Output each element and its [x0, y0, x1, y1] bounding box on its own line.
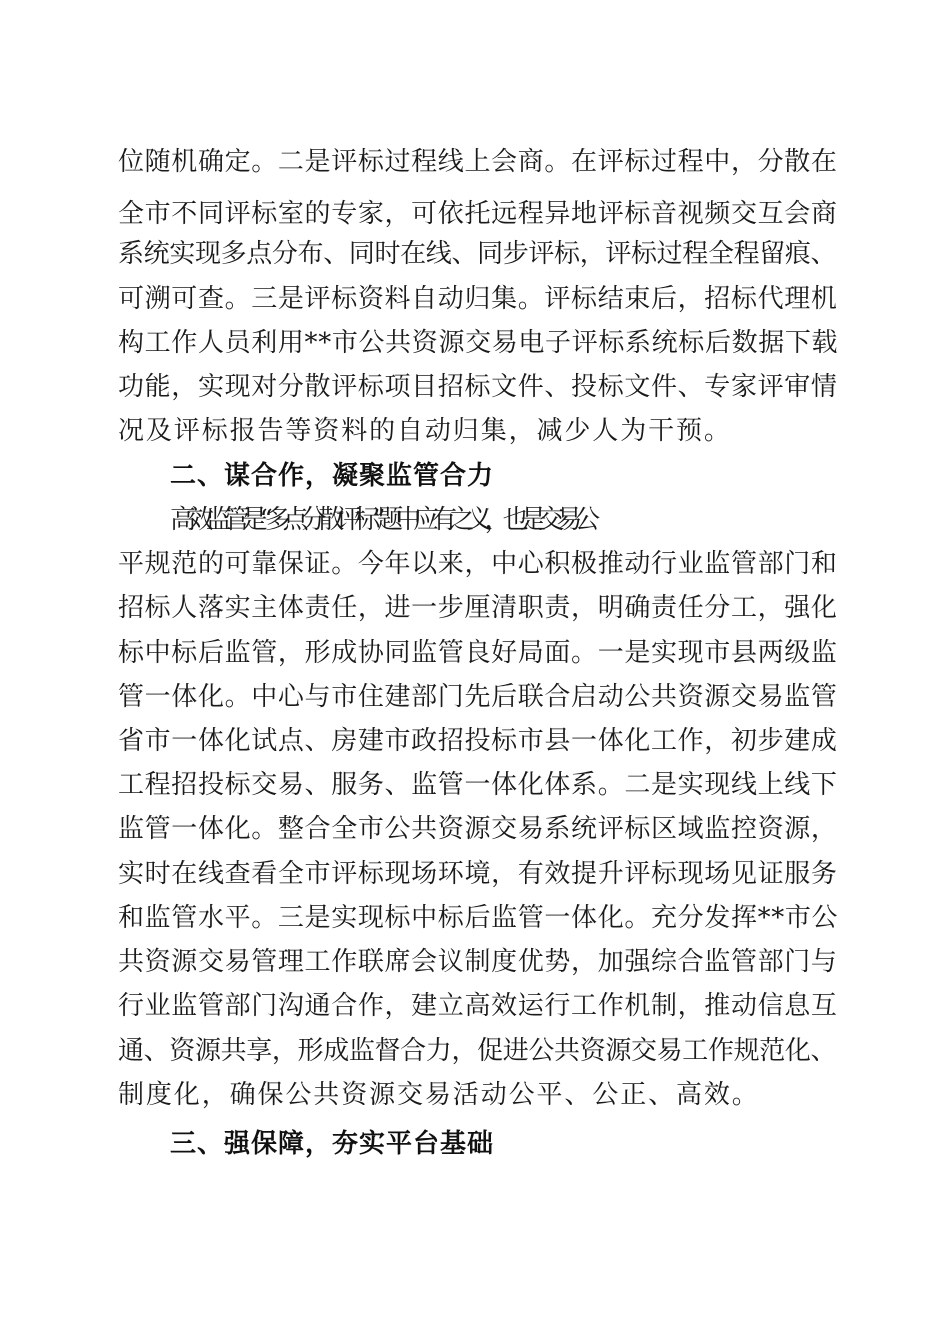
- paragraph-line: 系统实现多点分布、同时在线、同步评标，评标过程全程留痕、: [118, 239, 837, 269]
- paragraph-line: 行业监管部门沟通合作，建立高效运行工作机制，推动信息互: [118, 991, 838, 1021]
- paragraph-line: 通、资源共享，形成监督合力，促进公共资源交易工作规范化、: [118, 1036, 837, 1066]
- paragraph-line: 管一体化。中心与市住建部门先后联合启动公共资源交易监管: [118, 682, 838, 712]
- paragraph-line: 工程招投标交易、服务、监管一体化体系。二是实现线上线下: [118, 770, 838, 800]
- section-heading-2: 二、谋合作，凝聚监管合力: [170, 461, 495, 491]
- paragraph-line: 可溯可查。三是评标资料自动归集。评标结束后，招标代理机: [118, 284, 838, 314]
- paragraph-line: 构工作人员利用**市公共资源交易电子评标系统标后数据下载: [118, 328, 839, 358]
- paragraph-line: 制度化，确保公共资源交易活动公平、公正、高效。: [118, 1080, 760, 1110]
- paragraph-line: 共资源交易管理工作联席会议制度优势，加强综合监管部门与: [118, 947, 838, 977]
- paragraph-line: 招标人落实主体责任，进一步厘清职责，明确责任分工，强化: [118, 593, 838, 623]
- paragraph-line: 况及评标报告等资料的自动归集，减少人为干预。: [118, 416, 732, 446]
- paragraph-line: 实时在线查看全市评标现场环境，有效提升评标现场见证服务: [118, 859, 838, 889]
- paragraph-line: 高效监管是“多点分散评标”题中应有之义，也是交易公: [170, 505, 593, 535]
- paragraph-line: 功能，实现对分散评标项目招标文件、投标文件、专家评审情: [118, 372, 838, 402]
- paragraph-line: 监管一体化。整合全市公共资源交易系统评标区域监控资源，: [118, 814, 838, 844]
- paragraph-line: 平规范的可靠保证。今年以来，中心积极推动行业监管部门和: [118, 549, 838, 579]
- paragraph-line: 标中标后监管，形成协同监管良好局面。一是实现市县两级监: [118, 638, 838, 668]
- paragraph-line: 省市一体化试点、房建市政招投标市县一体化工作，初步建成: [118, 726, 838, 756]
- paragraph-line: 位随机确定。二是评标过程线上会商。在评标过程中，分散在: [118, 147, 838, 177]
- section-heading-3: 三、强保障，夯实平台基础: [170, 1129, 495, 1159]
- paragraph-line: 全市不同评标室的专家，可依托远程异地评标音视频交互会商: [118, 199, 838, 229]
- paragraph-line: 和监管水平。三是实现标中标后监管一体化。充分发挥**市公: [118, 903, 839, 933]
